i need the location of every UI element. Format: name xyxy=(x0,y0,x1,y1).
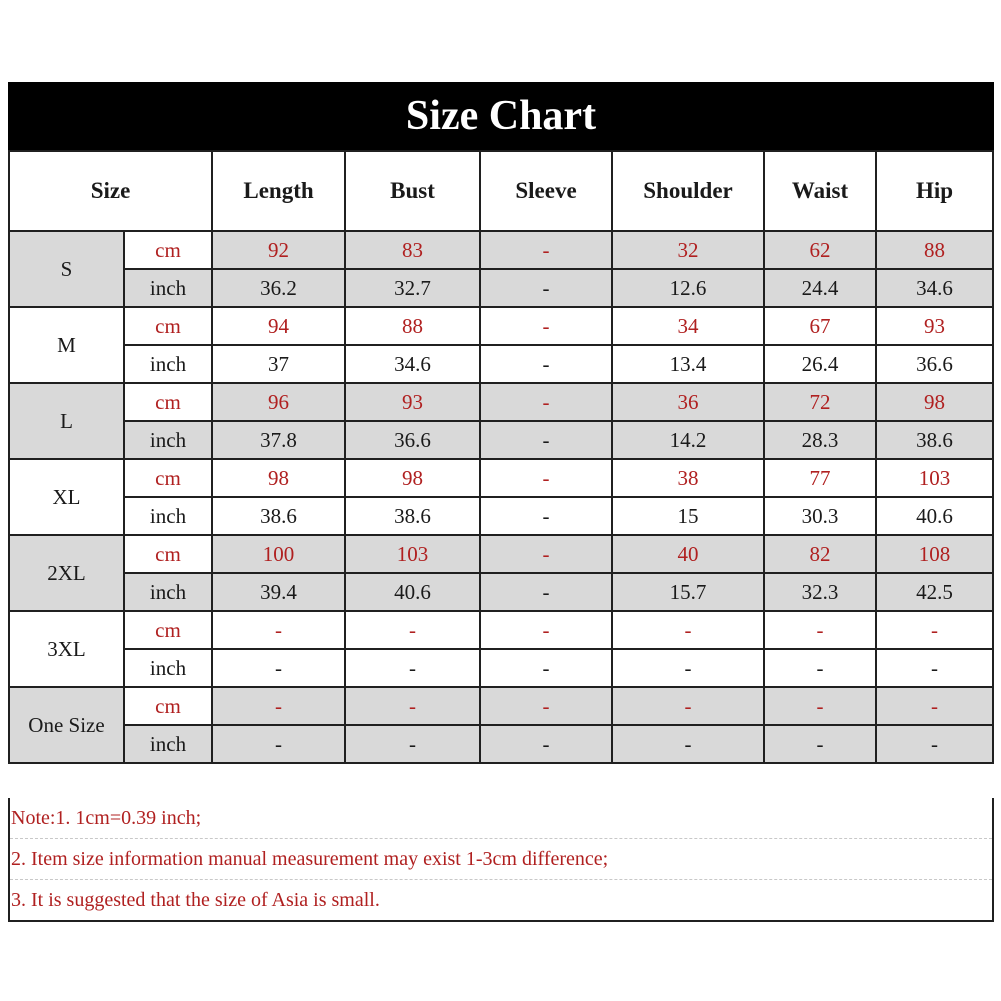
table-cell: 83 xyxy=(345,231,480,269)
table-cell: - xyxy=(480,307,612,345)
table-cell: 103 xyxy=(345,535,480,573)
table-row xyxy=(9,383,993,421)
table-row xyxy=(9,649,993,687)
table-cell: 26.4 xyxy=(764,345,876,383)
table-cell: 38.6 xyxy=(345,497,480,535)
size-label: 3XL xyxy=(9,611,124,687)
table-cell: - xyxy=(612,611,764,649)
table-cell: 32 xyxy=(612,231,764,269)
table-cell: - xyxy=(480,269,612,307)
table-cell: - xyxy=(212,725,345,763)
table-cell: 37 xyxy=(212,345,345,383)
table-cell: - xyxy=(876,611,993,649)
unit-label: cm xyxy=(124,383,212,421)
table-cell: 77 xyxy=(764,459,876,497)
table-cell: - xyxy=(480,231,612,269)
table-cell: 36 xyxy=(612,383,764,421)
header-hip: Hip xyxy=(876,151,993,231)
table-cell: 34 xyxy=(612,307,764,345)
table-cell: 38 xyxy=(612,459,764,497)
table-cell: - xyxy=(480,649,612,687)
header-row xyxy=(9,151,993,231)
header-size: Size xyxy=(9,151,212,231)
table-cell: 28.3 xyxy=(764,421,876,459)
table-cell: - xyxy=(480,535,612,573)
table-cell: - xyxy=(480,611,612,649)
table-cell: - xyxy=(612,725,764,763)
table-cell: - xyxy=(480,687,612,725)
table-cell: 82 xyxy=(764,535,876,573)
table-cell: 40 xyxy=(612,535,764,573)
table-cell: 92 xyxy=(212,231,345,269)
table-cell: - xyxy=(480,459,612,497)
size-label: L xyxy=(9,383,124,459)
size-table xyxy=(8,150,994,764)
table-cell: 42.5 xyxy=(876,573,993,611)
size-label: S xyxy=(9,231,124,307)
size-label: M xyxy=(9,307,124,383)
note-line: Note:1. 1cm=0.39 inch; xyxy=(11,807,202,829)
table-cell: 32.3 xyxy=(764,573,876,611)
table-cell: - xyxy=(345,611,480,649)
table-cell: - xyxy=(612,687,764,725)
table-row xyxy=(9,573,993,611)
table-cell: 96 xyxy=(212,383,345,421)
table-row xyxy=(9,269,993,307)
table-row xyxy=(9,345,993,383)
header-waist: Waist xyxy=(764,151,876,231)
table-cell: 30.3 xyxy=(764,497,876,535)
table-cell: - xyxy=(480,345,612,383)
table-cell: 103 xyxy=(876,459,993,497)
size-label: XL xyxy=(9,459,124,535)
table-cell: - xyxy=(345,687,480,725)
table-cell: - xyxy=(480,725,612,763)
table-cell: 72 xyxy=(764,383,876,421)
table-cell: - xyxy=(876,687,993,725)
table-cell: - xyxy=(480,421,612,459)
unit-label: inch xyxy=(124,269,212,307)
unit-label: cm xyxy=(124,611,212,649)
unit-label: cm xyxy=(124,687,212,725)
unit-label: cm xyxy=(124,459,212,497)
table-cell: - xyxy=(876,649,993,687)
table-cell: - xyxy=(345,725,480,763)
size-label: One Size xyxy=(9,687,124,763)
table-cell: - xyxy=(764,725,876,763)
table-cell: 24.4 xyxy=(764,269,876,307)
table-cell: 93 xyxy=(345,383,480,421)
table-cell: 15 xyxy=(612,497,764,535)
table-cell: - xyxy=(764,611,876,649)
table-cell: - xyxy=(764,649,876,687)
table-cell: 108 xyxy=(876,535,993,573)
table-cell: 98 xyxy=(345,459,480,497)
table-cell: 34.6 xyxy=(876,269,993,307)
note-line: 3. It is suggested that the size of Asia is small. xyxy=(10,879,992,920)
table-cell: - xyxy=(212,649,345,687)
table-cell: - xyxy=(480,497,612,535)
table-cell: 38.6 xyxy=(212,497,345,535)
unit-label: inch xyxy=(124,725,212,763)
table-cell: - xyxy=(612,649,764,687)
note-line: 2. Item size information manual measurement may exist 1-3cm difference; xyxy=(10,838,992,879)
table-cell: 40.6 xyxy=(876,497,993,535)
table-cell: 14.2 xyxy=(612,421,764,459)
table-cell: 32.7 xyxy=(345,269,480,307)
table-cell: 40.6 xyxy=(345,573,480,611)
table-cell: 15.7 xyxy=(612,573,764,611)
unit-label: inch xyxy=(124,421,212,459)
table-cell: 36.6 xyxy=(345,421,480,459)
table-row xyxy=(9,535,993,573)
table-row xyxy=(9,497,993,535)
header-length: Length xyxy=(212,151,345,231)
size-label: 2XL xyxy=(9,535,124,611)
table-cell: 39.4 xyxy=(212,573,345,611)
table-cell: 38.6 xyxy=(876,421,993,459)
table-cell: 67 xyxy=(764,307,876,345)
header-shoulder: Shoulder xyxy=(612,151,764,231)
unit-label: inch xyxy=(124,497,212,535)
table-row xyxy=(9,231,993,269)
unit-label: cm xyxy=(124,231,212,269)
table-cell: - xyxy=(876,725,993,763)
chart-title: Size Chart xyxy=(8,82,994,150)
table-cell: 88 xyxy=(876,231,993,269)
table-cell: - xyxy=(480,383,612,421)
table-cell: 13.4 xyxy=(612,345,764,383)
header-bust: Bust xyxy=(345,151,480,231)
table-cell: 36.6 xyxy=(876,345,993,383)
unit-label: cm xyxy=(124,307,212,345)
table-row xyxy=(9,421,993,459)
header-sleeve: Sleeve xyxy=(480,151,612,231)
table-cell: 34.6 xyxy=(345,345,480,383)
unit-label: inch xyxy=(124,649,212,687)
table-row xyxy=(9,725,993,763)
table-cell: 36.2 xyxy=(212,269,345,307)
notes xyxy=(8,798,994,922)
table-cell: 94 xyxy=(212,307,345,345)
table-cell: 37.8 xyxy=(212,421,345,459)
unit-label: cm xyxy=(124,535,212,573)
table-cell: 98 xyxy=(876,383,993,421)
unit-label: inch xyxy=(124,573,212,611)
table-row xyxy=(9,611,993,649)
table-cell: - xyxy=(480,573,612,611)
table-cell: 88 xyxy=(345,307,480,345)
table-row xyxy=(9,687,993,725)
table-cell: 62 xyxy=(764,231,876,269)
table-cell: - xyxy=(212,687,345,725)
table-cell: 100 xyxy=(212,535,345,573)
table-cell: 93 xyxy=(876,307,993,345)
table-cell: - xyxy=(212,611,345,649)
table-cell: 98 xyxy=(212,459,345,497)
table-cell: - xyxy=(764,687,876,725)
table-cell: 12.6 xyxy=(612,269,764,307)
table-row xyxy=(9,307,993,345)
table-row xyxy=(9,459,993,497)
table-cell: - xyxy=(345,649,480,687)
unit-label: inch xyxy=(124,345,212,383)
